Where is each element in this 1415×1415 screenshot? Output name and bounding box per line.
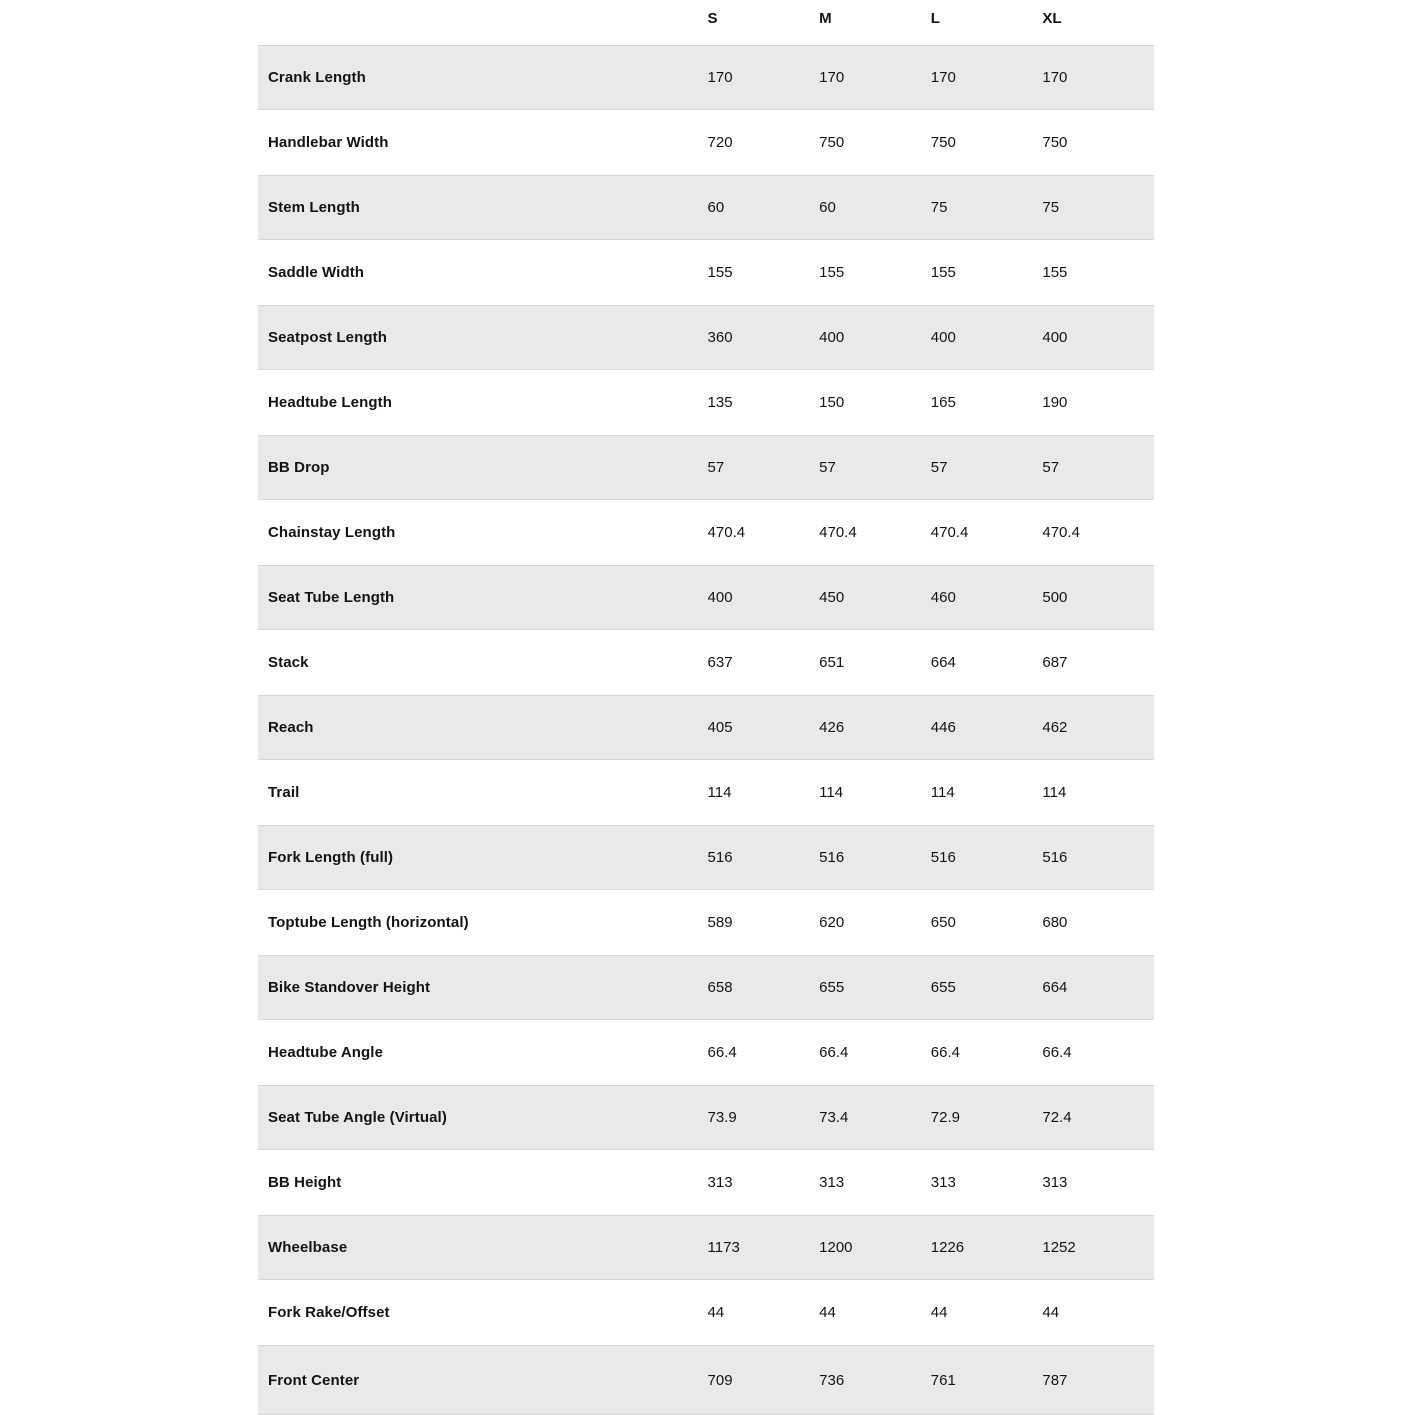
row-value: 313 <box>819 1174 845 1191</box>
row-value: 462 <box>1042 719 1068 736</box>
row-value: 57 <box>930 459 948 476</box>
table-row <box>258 1215 1154 1280</box>
table-row <box>258 890 1154 955</box>
row-label: Stack <box>268 654 309 671</box>
row-label: Fork Rake/Offset <box>268 1304 390 1321</box>
row-value: 750 <box>930 134 956 151</box>
row-label: BB Height <box>268 1174 342 1191</box>
row-label: Handlebar Width <box>268 134 389 151</box>
row-value: 650 <box>930 914 956 931</box>
table-row <box>258 500 1154 565</box>
row-value: 66.4 <box>819 1044 849 1061</box>
row-value: 75 <box>1042 199 1060 216</box>
row-value: 114 <box>707 784 732 801</box>
row-value: 655 <box>930 979 956 996</box>
row-value: 516 <box>1042 849 1068 866</box>
row-value: 75 <box>930 199 948 216</box>
row-value: 446 <box>930 719 956 736</box>
row-value: 44 <box>930 1304 948 1321</box>
row-value: 190 <box>1042 394 1068 411</box>
table-row <box>258 695 1154 760</box>
row-value: 360 <box>707 329 733 346</box>
row-value: 155 <box>1042 264 1068 281</box>
row-value: 470.4 <box>707 524 746 541</box>
row-value: 736 <box>819 1371 845 1389</box>
table-row <box>258 1150 1154 1215</box>
row-label: Seat Tube Length <box>268 589 395 606</box>
row-value: 66.4 <box>930 1044 960 1061</box>
row-value: 44 <box>707 1304 725 1321</box>
row-value: 400 <box>930 329 956 346</box>
table-row <box>258 1085 1154 1150</box>
table-row <box>258 1020 1154 1085</box>
row-value: 155 <box>819 264 845 281</box>
row-value: 470.4 <box>1042 524 1080 541</box>
row-value: 761 <box>930 1371 956 1389</box>
row-value: 620 <box>819 914 845 931</box>
row-label: BB Drop <box>268 459 330 476</box>
row-value: 516 <box>707 849 733 866</box>
row-value: 114 <box>819 784 844 801</box>
table-row <box>258 175 1154 240</box>
row-label: Stem Length <box>268 199 360 216</box>
size-column-header-s: S <box>707 10 718 27</box>
row-value: 72.4 <box>1042 1109 1072 1126</box>
row-value: 135 <box>707 394 733 411</box>
row-label: Trail <box>268 784 300 801</box>
row-value: 720 <box>707 134 733 151</box>
row-value: 1200 <box>819 1239 853 1256</box>
table-row <box>258 305 1154 370</box>
row-value: 44 <box>819 1304 836 1321</box>
table-row <box>258 630 1154 695</box>
row-value: 709 <box>707 1371 733 1389</box>
row-label: Reach <box>268 719 314 736</box>
size-column-header-l: L <box>930 10 940 27</box>
row-value: 516 <box>819 849 845 866</box>
row-label: Headtube Length <box>268 394 392 411</box>
row-value: 57 <box>707 459 725 476</box>
row-value: 66.4 <box>1042 1044 1072 1061</box>
row-value: 155 <box>930 264 956 281</box>
row-value: 589 <box>707 914 733 931</box>
row-value: 170 <box>819 69 845 86</box>
table-row <box>258 1280 1154 1345</box>
row-value: 170 <box>707 69 733 86</box>
row-value: 73.4 <box>819 1109 849 1126</box>
row-value: 73.9 <box>707 1109 737 1126</box>
row-value: 114 <box>1042 784 1067 801</box>
row-value: 313 <box>930 1174 956 1191</box>
row-value: 313 <box>707 1174 733 1191</box>
row-value: 750 <box>1042 134 1068 151</box>
row-value: 664 <box>1042 979 1068 996</box>
row-value: 165 <box>930 394 956 411</box>
row-value: 57 <box>819 459 836 476</box>
row-value: 170 <box>930 69 956 86</box>
row-value: 516 <box>930 849 956 866</box>
row-label: Crank Length <box>268 69 366 86</box>
row-value: 651 <box>819 654 845 671</box>
table-row <box>258 45 1154 110</box>
size-header-row <box>258 0 1154 45</box>
row-value: 60 <box>819 199 836 216</box>
row-value: 400 <box>819 329 845 346</box>
row-value: 66.4 <box>707 1044 737 1061</box>
row-value: 1173 <box>707 1239 740 1256</box>
row-label: Fork Length (full) <box>268 849 394 866</box>
table-row <box>258 370 1154 435</box>
row-value: 500 <box>1042 589 1068 606</box>
table-body <box>258 45 1154 1415</box>
row-label: Bike Standover Height <box>268 979 431 996</box>
row-value: 655 <box>819 979 845 996</box>
table-row <box>258 955 1154 1020</box>
table-row <box>258 825 1154 890</box>
row-value: 658 <box>707 979 733 996</box>
size-column-header-m: M <box>819 10 832 27</box>
row-value: 750 <box>819 134 845 151</box>
table-row <box>258 435 1154 500</box>
row-value: 637 <box>707 654 733 671</box>
table-row <box>258 760 1154 825</box>
row-value: 405 <box>707 719 733 736</box>
row-value: 44 <box>1042 1304 1060 1321</box>
row-value: 150 <box>819 394 845 411</box>
row-value: 1252 <box>1042 1239 1076 1256</box>
size-column-header-xl: XL <box>1042 10 1062 27</box>
row-value: 460 <box>930 589 956 606</box>
row-label: Seatpost Length <box>268 329 388 346</box>
table-row <box>258 1345 1154 1415</box>
row-value: 680 <box>1042 914 1068 931</box>
row-label: Wheelbase <box>268 1239 348 1256</box>
row-value: 470.4 <box>930 524 969 541</box>
row-label: Seat Tube Angle (Virtual) <box>268 1109 447 1126</box>
row-value: 114 <box>930 784 955 801</box>
row-label: Chainstay Length <box>268 524 396 541</box>
row-value: 313 <box>1042 1174 1068 1191</box>
row-label: Front Center <box>268 1371 360 1389</box>
geometry-table <box>258 0 1154 1415</box>
row-value: 60 <box>707 199 725 216</box>
table-row <box>258 110 1154 175</box>
row-value: 1226 <box>930 1239 965 1256</box>
row-value: 470.4 <box>819 524 857 541</box>
row-label: Saddle Width <box>268 264 365 281</box>
row-value: 664 <box>930 654 956 671</box>
row-value: 787 <box>1042 1371 1068 1389</box>
row-value: 400 <box>707 589 733 606</box>
row-value: 426 <box>819 719 845 736</box>
row-value: 170 <box>1042 69 1068 86</box>
row-label: Toptube Length (horizontal) <box>268 914 469 931</box>
row-value: 450 <box>819 589 845 606</box>
row-value: 72.9 <box>930 1109 960 1126</box>
table-row <box>258 240 1154 305</box>
row-label: Headtube Angle <box>268 1044 384 1061</box>
row-value: 155 <box>707 264 733 281</box>
row-value: 57 <box>1042 459 1060 476</box>
row-value: 687 <box>1042 654 1068 671</box>
table-row <box>258 565 1154 630</box>
row-value: 400 <box>1042 329 1068 346</box>
